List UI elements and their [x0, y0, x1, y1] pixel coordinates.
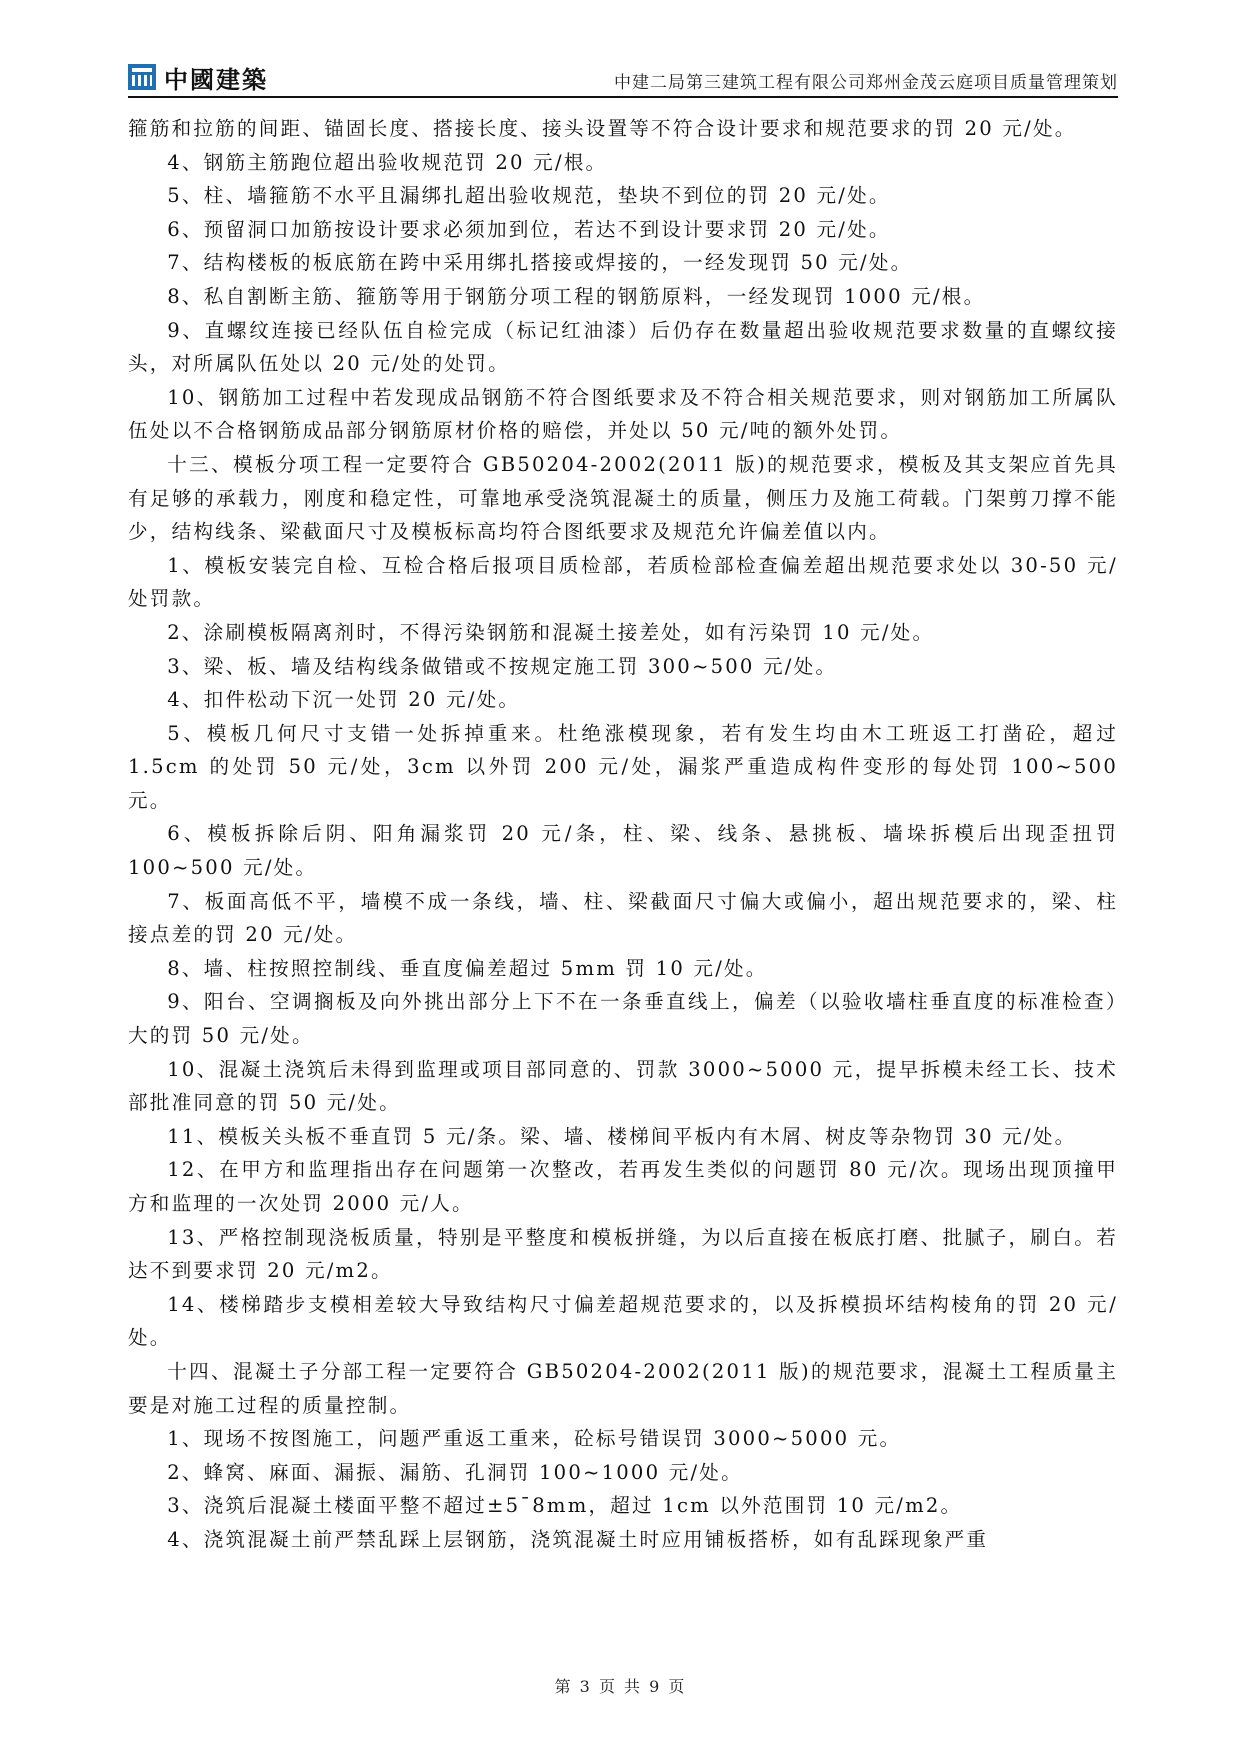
- logo-text: 中國建築: [164, 64, 268, 94]
- company-logo: [128, 60, 268, 94]
- paragraph: 7、结构楼板的板底筋在跨中采用绑扎搭接或焊接的，一经发现罚 50 元/处。: [167, 251, 913, 275]
- paragraph: 6、模板拆除后阴、阳角漏浆罚 20 元/条，柱、梁、线条、悬挑板、墙垛拆模后出现歪扭罚 100~500 元/处。: [128, 822, 1118, 880]
- paragraph: 2、蜂窝、麻面、漏振、漏筋、孔洞罚 100~1000 元/处。: [167, 1460, 743, 1484]
- page-header: [128, 54, 1118, 94]
- paragraph: 5、模板几何尺寸支错一处拆掉重来。杜绝涨模现象，若有发生均由木工班返工打凿砼，超过 1.5cm 的处罚 50 元/处，3cm 以外罚 200 元/处，漏浆严重造成构件变形的每处罚 100~500 元。: [128, 721, 1118, 812]
- paragraph: 十四、混凝土子分部工程一定要符合 GB50204-2002(2011 版)的规范要求，混凝土工程质量主要是对施工过程的质量控制。: [128, 1359, 1118, 1417]
- paragraph: 7、板面高低不平，墙模不成一条线，墙、柱、梁截面尺寸偏大或偏小，超出规范要求的，梁、柱接点差的罚 20 元/处。: [128, 889, 1118, 947]
- paragraph: 6、预留洞口加筋按设计要求必须加到位，若达不到设计要求罚 20 元/处。: [167, 217, 891, 241]
- paragraph: 1、现场不按图施工，问题严重返工重来，砼标号错误罚 3000~5000 元。: [167, 1427, 902, 1451]
- paragraph: 9、直螺纹连接已经队伍自检完成（标记红油漆）后仍存在数量超出验收规范要求数量的直螺纹接头，对所属队伍处以 20 元/处的处罚。: [128, 318, 1118, 376]
- paragraph: 10、钢筋加工过程中若发现成品钢筋不符合图纸要求及不符合相关规范要求，则对钢筋加工所属队伍处以不合格钢筋成品部分钢筋原材价格的赔偿，并处以 50 元/吨的额外处罚。: [128, 385, 1118, 443]
- page-number: 第 3 页 共 9 页: [554, 1677, 687, 1696]
- paragraph: 4、浇筑混凝土前严禁乱踩上层钢筋，浇筑混凝土时应用铺板搭桥，如有乱踩现象严重: [167, 1527, 989, 1551]
- paragraph: 1、模板安装完自检、互检合格后报项目质检部，若质检部检查偏差超出规范要求处以 30-50 元/处罚款。: [128, 553, 1118, 611]
- paragraph: 箍筋和拉筋的间距、锚固长度、搭接长度、接头设置等不符合设计要求和规范要求的罚 20 元/处。: [128, 117, 1077, 140]
- paragraph: 2、涂刷模板隔离剂时，不得污染钢筋和混凝土接差处，如有污染罚 10 元/处。: [167, 620, 935, 644]
- paragraph: 4、钢筋主筋跑位超出验收规范罚 20 元/根。: [167, 150, 608, 174]
- paragraph: 4、扣件松动下沉一处罚 20 元/处。: [167, 688, 521, 712]
- paragraph: 9、阳台、空调搁板及向外挑出部分上下不在一条垂直线上，偏差（以验收墙柱垂直度的标准检查）大的罚 50 元/处。: [128, 990, 1118, 1048]
- paragraph: 3、浇筑后混凝土楼面平整不超过±5¯8mm，超过 1cm 以外范围罚 10 元/m2。: [167, 1494, 963, 1518]
- paragraph: 12、在甲方和监理指出存在问题第一次整改，若再发生类似的问题罚 80 元/次。现场出现顶撞甲方和监理的一次处罚 2000 元/人。: [128, 1158, 1118, 1215]
- paragraph: 5、柱、墙箍筋不水平且漏绑扎超出验收规范，垫块不到位的罚 20 元/处。: [167, 184, 891, 208]
- cscec-logo-icon: [128, 64, 156, 90]
- header-title: 中建二局第三建筑工程有限公司郑州金茂云庭项目质量管理策划: [614, 73, 1118, 93]
- paragraph: 3、梁、板、墙及结构线条做错或不按规定施工罚 300~500 元/处。: [167, 654, 838, 678]
- paragraph: 10、混凝土浇筑后未得到监理或项目部同意的、罚款 3000~5000 元，提早拆模未经工长、技术部批准同意的罚 50 元/处。: [128, 1057, 1118, 1115]
- paragraph: 14、楼梯踏步支模相差较大导致结构尺寸偏差超规范要求的，以及拆模损坏结构棱角的罚 20 元/处。: [128, 1292, 1118, 1350]
- paragraph: 8、墙、柱按照控制线、垂直度偏差超过 5mm 罚 10 元/处。: [167, 956, 768, 980]
- paragraph: 13、严格控制现浇板质量，特别是平整度和模板拼缝，为以后直接在板底打磨、批腻子，刷白。若达不到要求罚 20 元/m2。: [128, 1225, 1118, 1283]
- paragraph: 8、私自割断主筋、箍筋等用于钢筋分项工程的钢筋原料，一经发现罚 1000 元/根。: [167, 284, 986, 308]
- header-divider: [128, 96, 1118, 98]
- paragraph: 11、模板关头板不垂直罚 5 元/条。梁、墙、楼梯间平板内有木屑、树皮等杂物罚 30 元/处。: [167, 1124, 1077, 1148]
- document-body: [128, 112, 1118, 1557]
- paragraph: 十三、模板分项工程一定要符合 GB50204-2002(2011 版)的规范要求，模板及其支架应首先具有足够的承载力，刚度和稳定性，可靠地承受浇筑混凝土的质量，侧压力及施工荷载。门架剪刀撑不能少，结构线条、梁截面尺寸及模板标高均符合图纸要求及规范允许偏差值以内。: [128, 452, 1118, 544]
